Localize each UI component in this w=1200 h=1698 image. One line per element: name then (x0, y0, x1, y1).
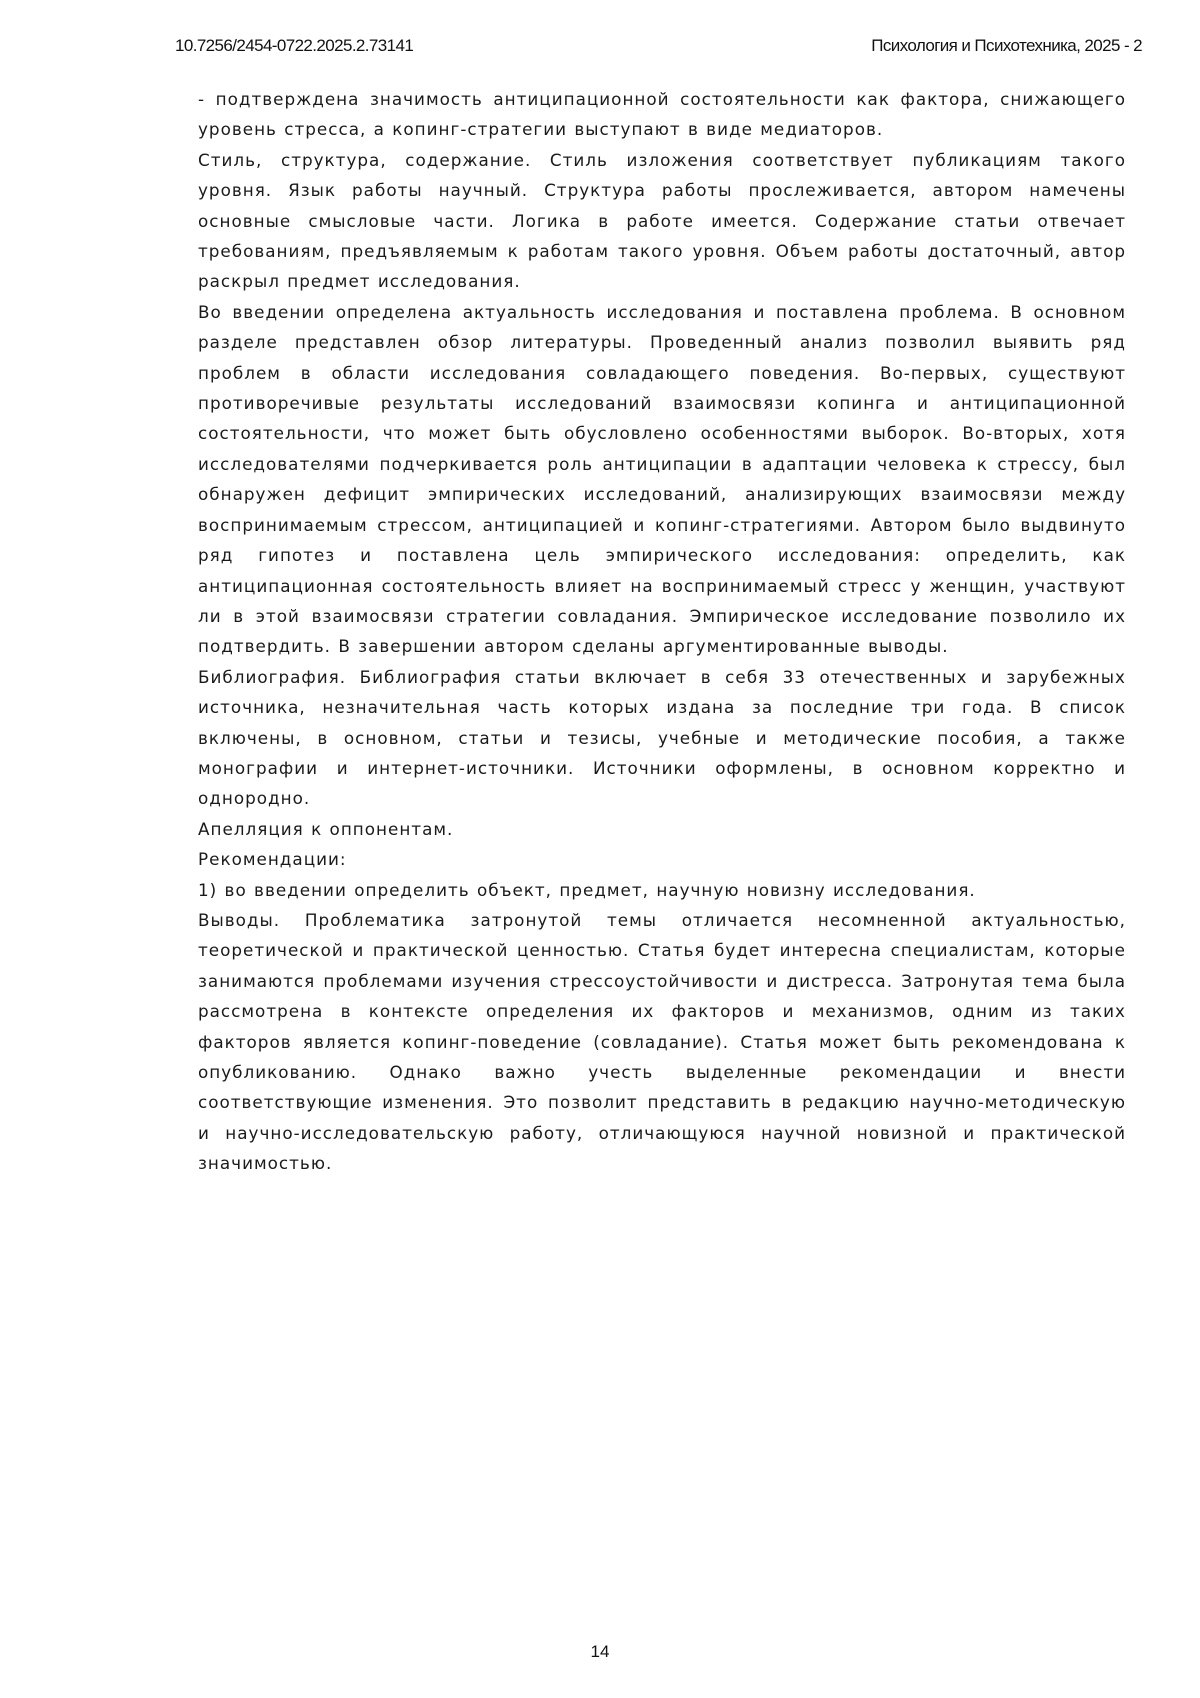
paragraph-style-structure: Стиль, структура, содержание. Стиль изложения соответствует публикациям такого уровня. Язык работы научный. Структура работы прослеживается, автором намечены основные смысловые части. Логика в работе имеется. Содержание статьи отвечает требованиям, предъявляемым к работам такого уровня. Объем работы достаточный, автор раскрыл предмет исследования. (198, 149, 1126, 292)
journal-title: Психология и Психотехника, 2025 - 2 (871, 36, 1142, 55)
paragraph-conclusions: Выводы. Проблематика затронутой темы отличается несомненной актуальностью, теоретической и практической ценностью. Статья будет интересна специалистам, которые занимаются проблемами изучения стрессоустойчивости и дистресса. Затронутая тема была рассмотрена в контексте определения их факторов и механизмов, одним из таких факторов является копинг-поведение (совладание). Статья может быть рекомендована к опубликованию. Однако важно учесть выделенные рекомендации и внести соответствующие изменения. Это позволит представить в редакцию научно-методическую и научно-исследовательскую работу, отличающуюся научной новизной и практической значимостью. (198, 909, 1126, 1174)
paragraph-conclusion-point: - подтверждена значимость антиципационной состоятельности как фактора, снижающего уровень стресса, а копинг-стратегии выступают в виде медиаторов. (198, 89, 1126, 140)
paragraph-recommendations-heading: Рекомендации: (198, 849, 347, 870)
paragraph-recommendation-item: 1) во введении определить объект, предмет, научную новизну исследования. (198, 879, 976, 900)
doi-label: 10.7256/2454-0722.2025.2.73141 (175, 36, 414, 55)
page-number: 14 (590, 1642, 610, 1661)
article-body (198, 84, 1126, 1179)
page-header (175, 36, 1142, 60)
paragraph-appeal: Апелляция к оппонентам. (198, 818, 454, 839)
paragraph-bibliography: Библиография. Библиография статьи включает в себя 33 отечественных и зарубежных источника, незначительная часть которых издана за последние три года. В список включены, в основном, статьи и тезисы, учебные и методические пособия, а также монографии и интернет-источники. Источники оформлены, в основном корректно и однородно. (198, 666, 1126, 809)
paragraph-introduction: Во введении определена актуальность исследования и поставлена проблема. В основном разделе представлен обзор литературы. Проведенный анализ позволил выявить ряд проблем в области исследования совладающего поведения. Во-первых, существуют противоречивые результаты исследований взаимосвязи копинга и антиципационной состоятельности, что может быть обусловлено особенностями выборок. Во-вторых, хотя исследователями подчеркивается роль антиципации в адаптации человека к стрессу, был обнаружен дефицит эмпирических исследований, анализирующих взаимосвязи между воспринимаемым стрессом, антиципацией и копинг-стратегиями. Автором было выдвинуто ряд гипотез и поставлена цель эмпирического исследования: определить, как антиципационная состоятельность влияет на воспринимаемый стресс у женщин, участвуют ли в этой взаимосвязи стратегии совладания. Эмпирическое исследование позволило их подтвердить. В завершении автором сделаны аргументированные выводы. (198, 301, 1126, 657)
